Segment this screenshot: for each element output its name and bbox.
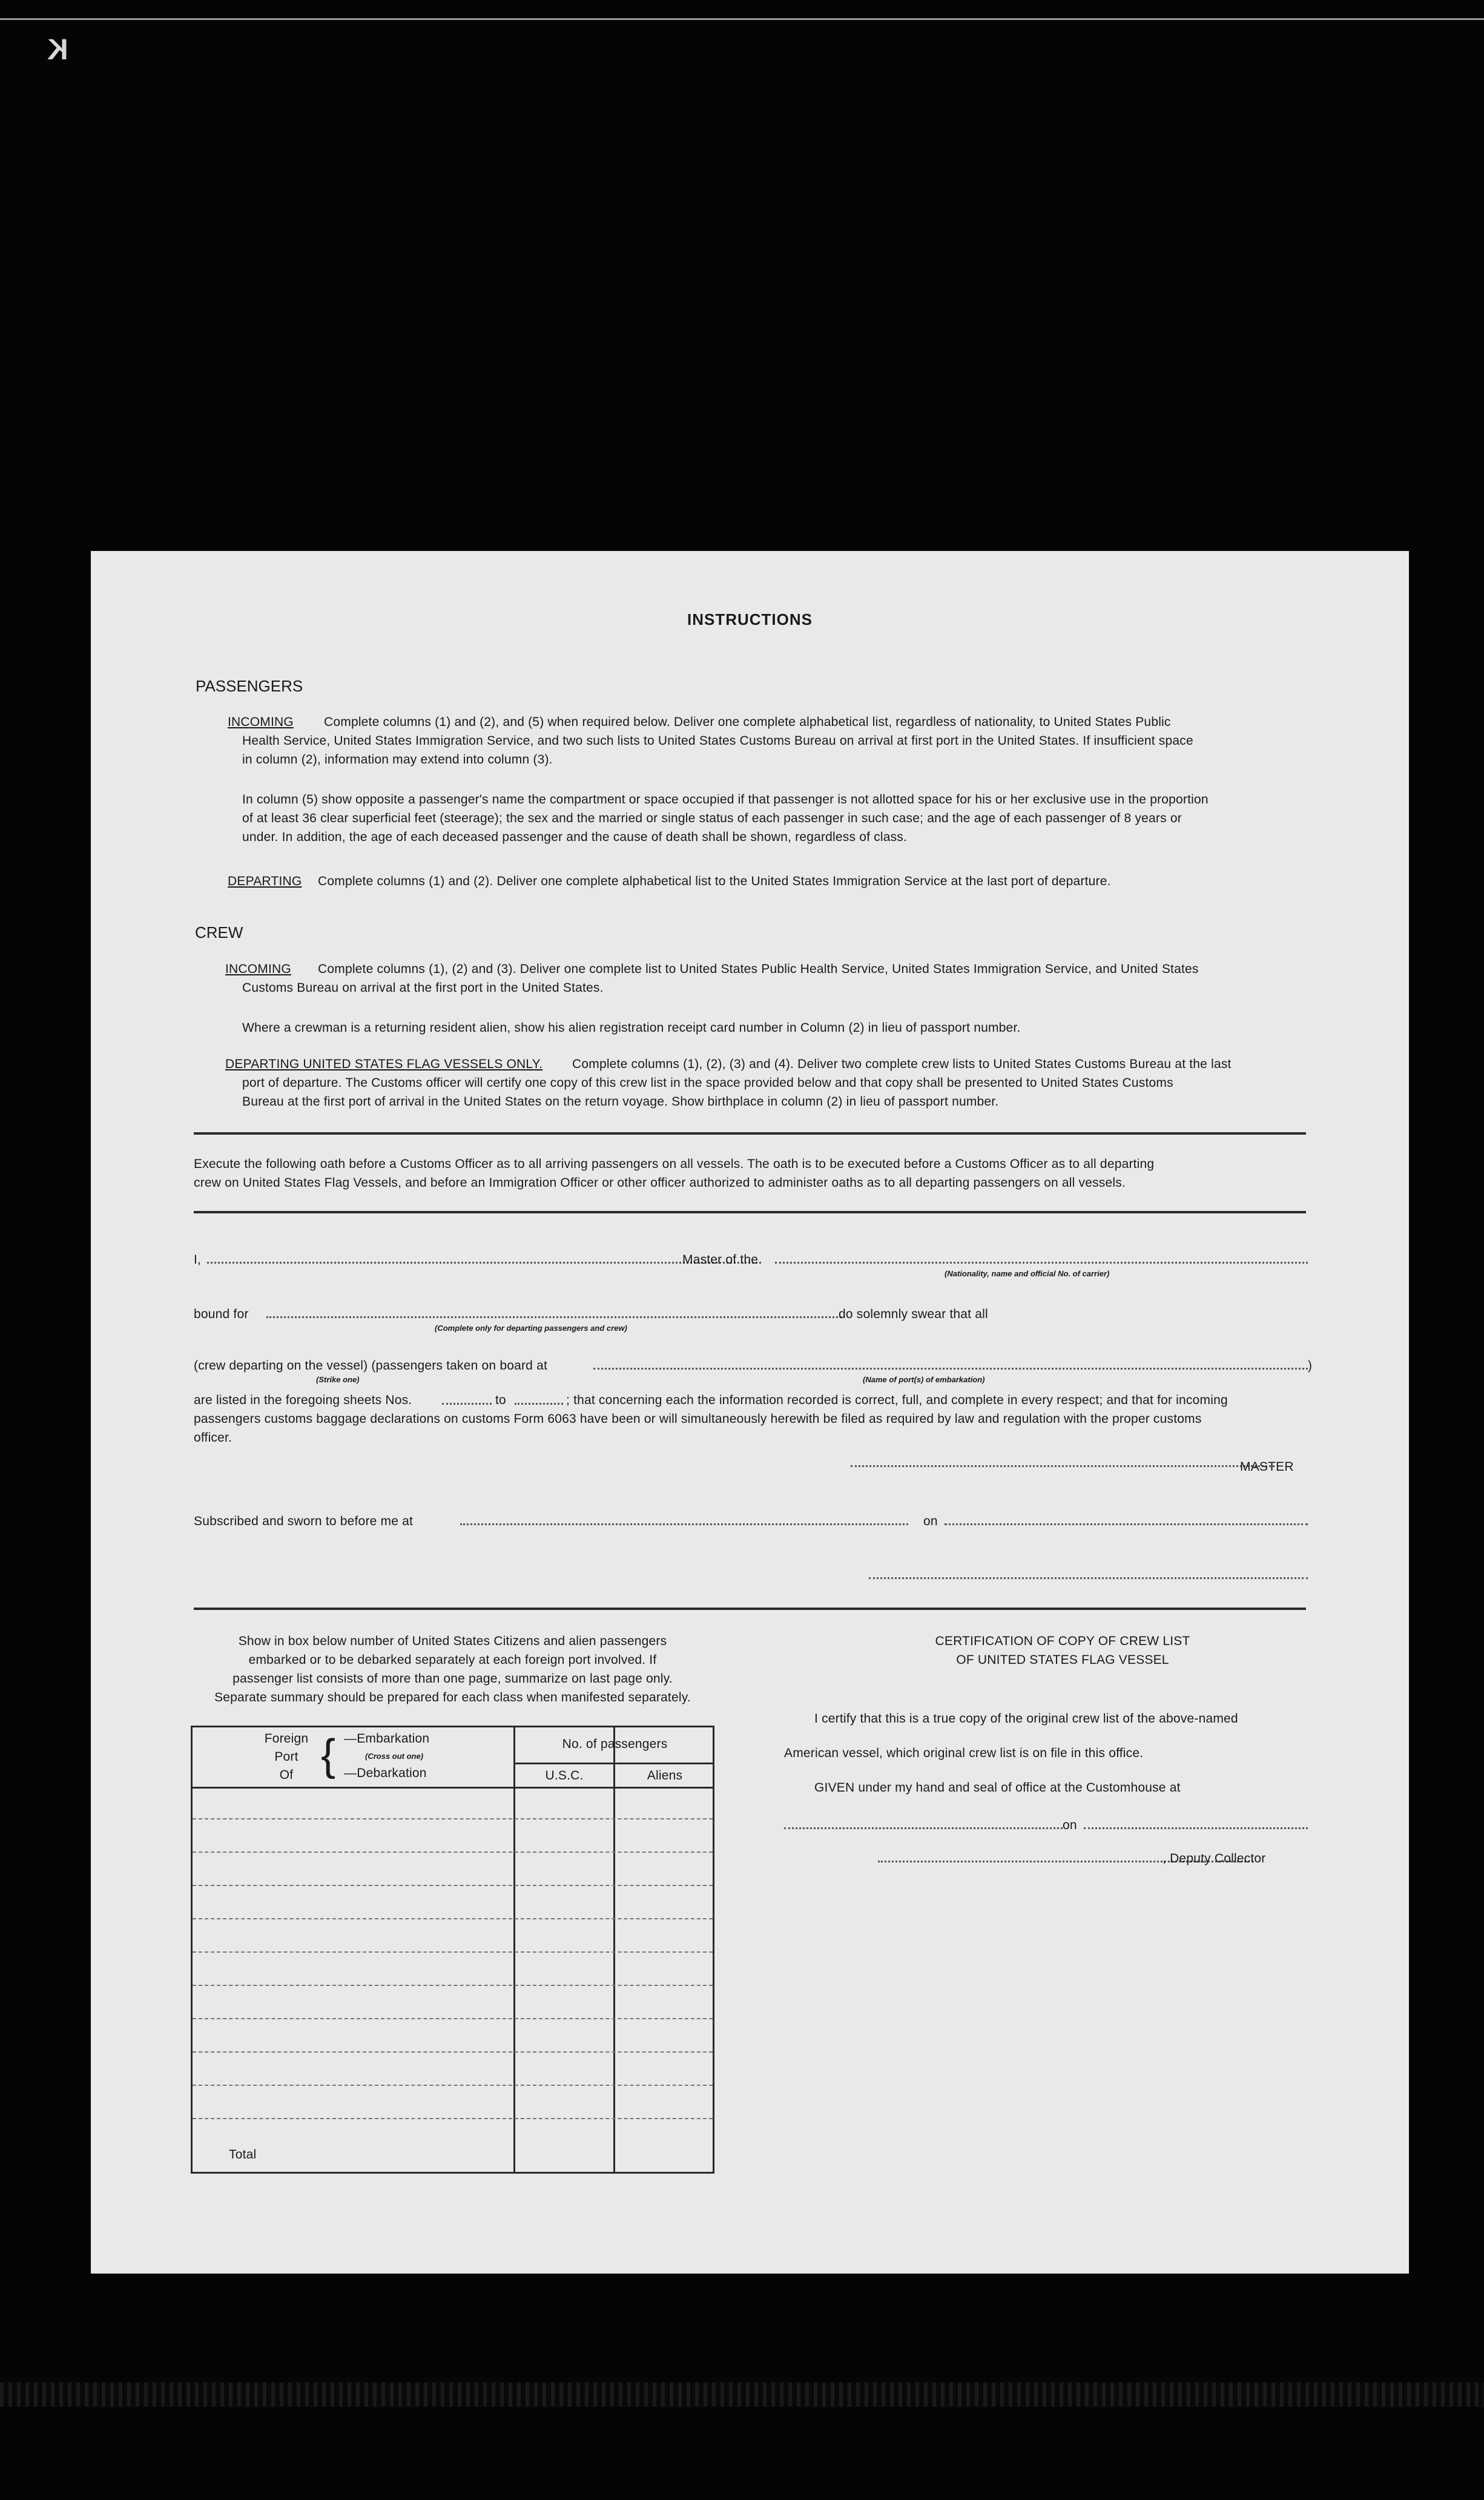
summary-intro-2: embarked or to be debarked separately at each foreign port involved. If	[248, 1653, 657, 1667]
subscribed-on-label: on	[923, 1514, 938, 1528]
summary-intro-4: Separate summary should be prepared for each class when manifested separately.	[214, 1690, 691, 1704]
bound-for-label: bound for	[194, 1307, 249, 1321]
table-row[interactable]	[193, 1918, 713, 1919]
passengers-incoming-text-1: Complete columns (1) and (2), and (5) when required below. Deliver one complete alphabetical list, regardless of nationality, to United States Public	[324, 715, 1171, 729]
section-rule-2	[194, 1211, 1306, 1213]
table-subheader-line	[513, 1763, 713, 1764]
table-row[interactable]	[193, 2085, 713, 2086]
passengers-heading: PASSENGERS	[196, 677, 303, 695]
table-header-line	[193, 1787, 713, 1789]
crew-incoming-text-2: Customs Bureau on arrival at the first port in the United States.	[242, 981, 604, 995]
certification-title-1: CERTIFICATION OF COPY OF CREW LIST	[935, 1634, 1190, 1648]
table-divider-usc	[613, 1727, 615, 2172]
listed-text-3: officer.	[194, 1431, 232, 1445]
crew-passengers-text: (crew departing on the vessel) (passengers taken on board at	[194, 1359, 547, 1373]
top-border-line	[0, 18, 1484, 20]
crew-incoming-text-1: Complete columns (1), (2) and (3). Deliver one complete list to United States Public Health Service, United States Immigration Service, and United States	[318, 962, 1199, 976]
closing-paren: )	[1308, 1359, 1313, 1373]
listed-text-1a: are listed in the foregoing sheets Nos.	[194, 1393, 412, 1407]
bound-for-field[interactable]	[266, 1316, 842, 1318]
crew-departing-text-2: port of departure. The Customs officer will certify one copy of this crew list in the space provided below and that copy shall be presented to United States Customs	[242, 1076, 1173, 1090]
summary-intro-1: Show in box below number of United States Citizens and alien passengers	[238, 1634, 667, 1648]
subscribed-place-field[interactable]	[460, 1523, 908, 1525]
sheet-to-field[interactable]	[515, 1403, 563, 1405]
passengers-departing-label: DEPARTING	[228, 874, 302, 888]
master-label: MASTER	[1240, 1460, 1294, 1474]
page-title: INSTRUCTIONS	[687, 610, 813, 628]
strike-one-note: (Strike one)	[316, 1375, 360, 1384]
certification-title-2: OF UNITED STATES FLAG VESSEL	[956, 1653, 1169, 1667]
usc-header: U.S.C.	[545, 1769, 584, 1783]
master-of-the-label: Master of the	[682, 1253, 759, 1267]
corner-mark: K	[47, 34, 68, 66]
bound-for-note: (Complete only for departing passengers and crew)	[435, 1324, 627, 1333]
swear-text: do solemnly swear that all	[839, 1307, 988, 1321]
table-row[interactable]	[193, 1852, 713, 1853]
total-label: Total	[229, 2148, 257, 2162]
master-name-field[interactable]	[207, 1262, 761, 1264]
crew-departing-text-1: Complete columns (1), (2), (3) and (4). Deliver two complete crew lists to United States Customs Bureau at the last	[572, 1057, 1232, 1071]
oath-i-label: I,	[194, 1253, 202, 1267]
cross-out-note: (Cross out one)	[365, 1752, 424, 1761]
certify-text-2: American vessel, which original crew list is on file in this office.	[784, 1746, 1144, 1760]
listed-text-2: passengers customs baggage declarations on customs Form 6063 have been or will simultaneously herewith be filed as required by law and regulation with the proper customs	[194, 1412, 1202, 1426]
table-row[interactable]	[193, 1818, 713, 1819]
passengers-incoming-text-2: Health Service, United States Immigration Service, and two such lists to United States Customs Bureau on arrival at first port in the United States. If insufficient space	[242, 734, 1193, 748]
subscribed-date-field[interactable]	[945, 1523, 1308, 1525]
sheet-from-field[interactable]	[442, 1403, 492, 1405]
crew-heading: CREW	[195, 923, 243, 942]
given-text: GIVEN under my hand and seal of office at the Customhouse at	[814, 1781, 1181, 1795]
column5-text-2: of at least 36 clear superficial feet (steerage); the sex and the married or single status of each passenger in such case; and the age of each passenger of 8 years or	[242, 811, 1182, 825]
section-rule-1	[194, 1132, 1306, 1135]
passenger-summary-table	[191, 1726, 714, 2174]
nationality-note: (Nationality, name and official No. of carrier)	[945, 1269, 1110, 1278]
deputy-collector-label: , Deputy Collector	[1162, 1852, 1266, 1865]
port-label: Port	[274, 1750, 298, 1764]
subscribed-text: Subscribed and sworn to before me at	[194, 1514, 414, 1528]
certification-on-label: on	[1063, 1818, 1077, 1832]
crew-incoming-label: INCOMING	[225, 962, 291, 976]
oath-instruction-1: Execute the following oath before a Customs Officer as to all arriving passengers on all vessels. The oath is to be executed before a Customs Officer as to all departing	[194, 1157, 1155, 1171]
brace-symbol: {	[321, 1731, 336, 1779]
aliens-header: Aliens	[647, 1769, 683, 1783]
officer-signature-field[interactable]	[869, 1577, 1308, 1579]
table-row[interactable]	[193, 1885, 713, 1886]
passengers-incoming-label: INCOMING	[228, 715, 294, 729]
embarkation-port-field[interactable]	[593, 1368, 1308, 1370]
table-row[interactable]	[193, 1985, 713, 1986]
column5-text-3: under. In addition, the age of each deceased passenger and the cause of death shall be shown, regardless of class.	[242, 830, 908, 844]
table-row[interactable]	[193, 1951, 713, 1953]
film-edge-band	[0, 2383, 1484, 2407]
table-row[interactable]	[193, 2051, 713, 2053]
table-row[interactable]	[193, 2018, 713, 2019]
listed-text-1b: to	[495, 1393, 506, 1407]
oath-instruction-2: crew on United States Flag Vessels, and before an Immigration Officer or other officer authorized to administer oaths as to all departing passengers on all vessels.	[194, 1176, 1126, 1190]
of-label: Of	[279, 1768, 294, 1782]
table-divider-port	[513, 1727, 515, 2172]
crew-departing-label: DEPARTING UNITED STATES FLAG VESSELS ONLY.	[225, 1057, 543, 1071]
passengers-departing-text: Complete columns (1) and (2). Deliver one complete alphabetical list to the United States Immigration Service at the last port of departure.	[318, 874, 1111, 888]
crew-resident-alien-text: Where a crewman is a returning resident alien, show his alien registration receipt card number in Column (2) in lieu of passport number.	[242, 1021, 1021, 1035]
customhouse-field[interactable]	[784, 1827, 1063, 1829]
certify-text-1: I certify that this is a true copy of the original crew list of the above-named	[814, 1712, 1238, 1726]
form-page	[91, 551, 1409, 2274]
no-passengers-header: No. of passengers	[562, 1737, 668, 1751]
foreign-label: Foreign	[264, 1732, 309, 1746]
carrier-field[interactable]	[775, 1262, 1308, 1264]
debarkation-option[interactable]: —Debarkation	[344, 1766, 427, 1780]
crew-departing-text-3: Bureau at the first port of arrival in the United States on the return voyage. Show birthplace in column (2) in lieu of passport number.	[242, 1095, 999, 1109]
master-signature-field[interactable]	[851, 1465, 1275, 1467]
table-row[interactable]	[193, 2118, 713, 2119]
certification-date-field[interactable]	[1084, 1827, 1308, 1829]
port-note: (Name of port(s) of embarkation)	[863, 1375, 985, 1384]
column5-text-1: In column (5) show opposite a passenger's name the compartment or space occupied if that passenger is not allotted space for his or her exclusive use in the proportion	[242, 793, 1209, 806]
listed-text-1c: ; that concerning each the information recorded is correct, full, and complete in every respect; and that for incoming	[566, 1393, 1228, 1407]
section-rule-3	[194, 1608, 1306, 1610]
passengers-incoming-text-3: in column (2), information may extend into column (3).	[242, 753, 553, 767]
summary-intro-3: passenger list consists of more than one page, summarize on last page only.	[232, 1672, 673, 1686]
embarkation-option[interactable]: —Embarkation	[344, 1732, 430, 1746]
